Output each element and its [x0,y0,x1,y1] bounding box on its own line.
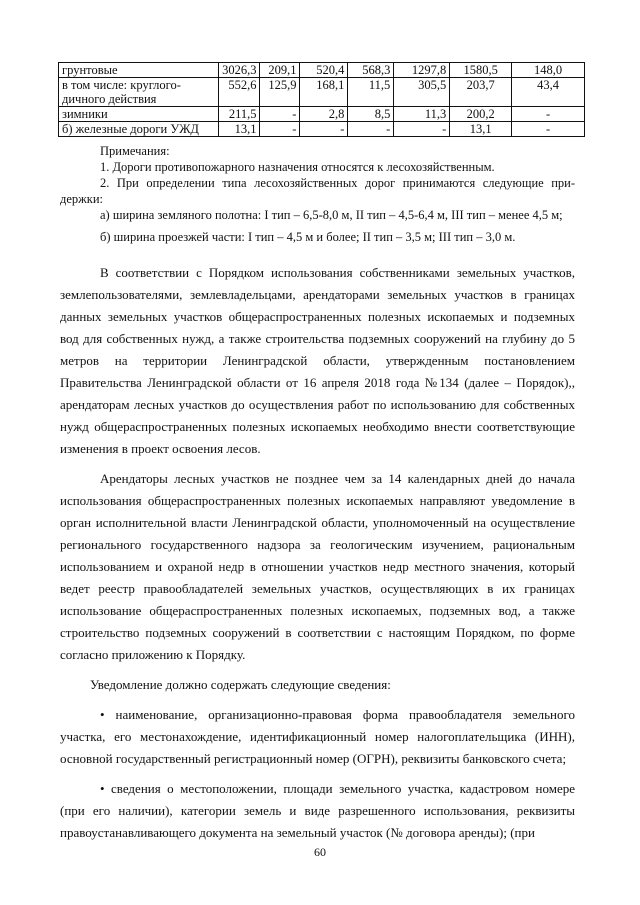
paragraph-5: • сведения о местоположении, площади земельного участка, кадастровом номере (при его наличии), категории земель и виде разрешенного использования, реквизиты правоустанавливающего документа на земельный участок (№ договора аренды); (при [60,781,575,840]
table-row [59,63,585,78]
roads-table [58,62,585,137]
table-row-label: б) железные дороги УЖД [59,122,219,137]
table-cell: 2,8 [300,107,348,122]
page-number: 60 [314,845,326,859]
note-item-2: 2. При определении типа лесохозяйственных дорог принимаются следующие при-держки: [60,176,575,206]
table-cell: 3026,3 [218,63,260,78]
table-row-label: зимники [59,107,219,122]
table-cell: 1297,8 [394,63,450,78]
note-item-b: б) ширина проезжей части: I тип – 4,5 м и более; II тип – 3,5 м; III тип – 3,0 м. [100,230,516,244]
table-row [59,107,585,122]
table-cell: - [300,122,348,137]
note-item-a: а) ширина земляного полотна: I тип – 6,5-8,0 м, II тип – 4,5-6,4 м, III тип – менее 4,5 м; [100,208,563,222]
table-row [59,122,585,137]
table-cell: 568,3 [348,63,394,78]
note-item-1: 1. Дороги противопожарного назначения относятся к лесохозяйственным. [100,160,495,174]
table-cell: 11,5 [348,78,394,107]
table-cell: 13,1 [218,122,260,137]
table-cell: 11,3 [394,107,450,122]
paragraph-2: Арендаторы лесных участков не позднее чем за 14 календарных дней до начала использования общераспространенных полезных ископаемых направляют уведомление в орган исполнительной власти Ленинградской области, уполномоченный на осуществление регионального государственного надзора за геологическим изучением, рациональным использованием и охраной недр в отношении участков недр местного значения, который ведет реестр правообладателей земельных участков, осуществляющих в их границах использование общераспространенных полезных ископаемых, подземных вод, а также строительство подземных сооружений в соответствии с настоящим Порядком, по форме согласно приложению к Порядку. [60,471,575,662]
table-row-label: грунтовые [59,63,219,78]
paragraph-1: В соответствии с Порядком использования собственниками земельных участков, землепользователями, землевладельцами, арендаторами земельных участков в границах данных земельных участков общераспространенных полезных ископаемых и подземных вод для собственных нужд, а также строительства подземных сооружений на глубину до 5 метров на территории Ленинградской области, утвержденным постановлением Правительства Ленинградской области от 16 апреля 2018 года №134 (далее – Порядок),, арендаторам лесных участков до осуществления работ по использованию для собственных нужд общераспространенных полезных ископаемых необходимо внести соответствующие изменения в проект освоения лесов. [60,265,575,456]
table-cell: 8,5 [348,107,394,122]
notes-heading: Примечания: [100,144,170,158]
table-cell: 305,5 [394,78,450,107]
table-cell: - [260,122,300,137]
table-row-label: в том числе: круглого- дичного действия [59,78,219,107]
table-cell: - [512,122,585,137]
table-cell: - [394,122,450,137]
table-cell: 209,1 [260,63,300,78]
table-cell: 125,9 [260,78,300,107]
table-cell: 520,4 [300,63,348,78]
paragraph-4: • наименование, организационно-правовая форма правообладателя земельного участка, его местонахождение, идентификационный номер налогоплательщика (ИНН), основной государственный регистрационный номер (ОГРН), реквизиты банковского счета; [60,707,575,766]
table-cell: 552,6 [218,78,260,107]
table-cell: - [260,107,300,122]
table-row [59,78,585,107]
main-text [60,262,575,844]
table-cell: 211,5 [218,107,260,122]
table-cell: 200,2 [450,107,512,122]
table-cell: 168,1 [300,78,348,107]
table-cell: 148,0 [512,63,585,78]
table-cell: 1580,5 [450,63,512,78]
table-notes [60,143,575,245]
table-cell: - [348,122,394,137]
paragraph-3: Уведомление должно содержать следующие сведения: [90,677,391,692]
table-cell: - [512,107,585,122]
table-cell: 43,4 [512,78,585,107]
table-cell: 203,7 [450,78,512,107]
table-cell: 13,1 [450,122,512,137]
